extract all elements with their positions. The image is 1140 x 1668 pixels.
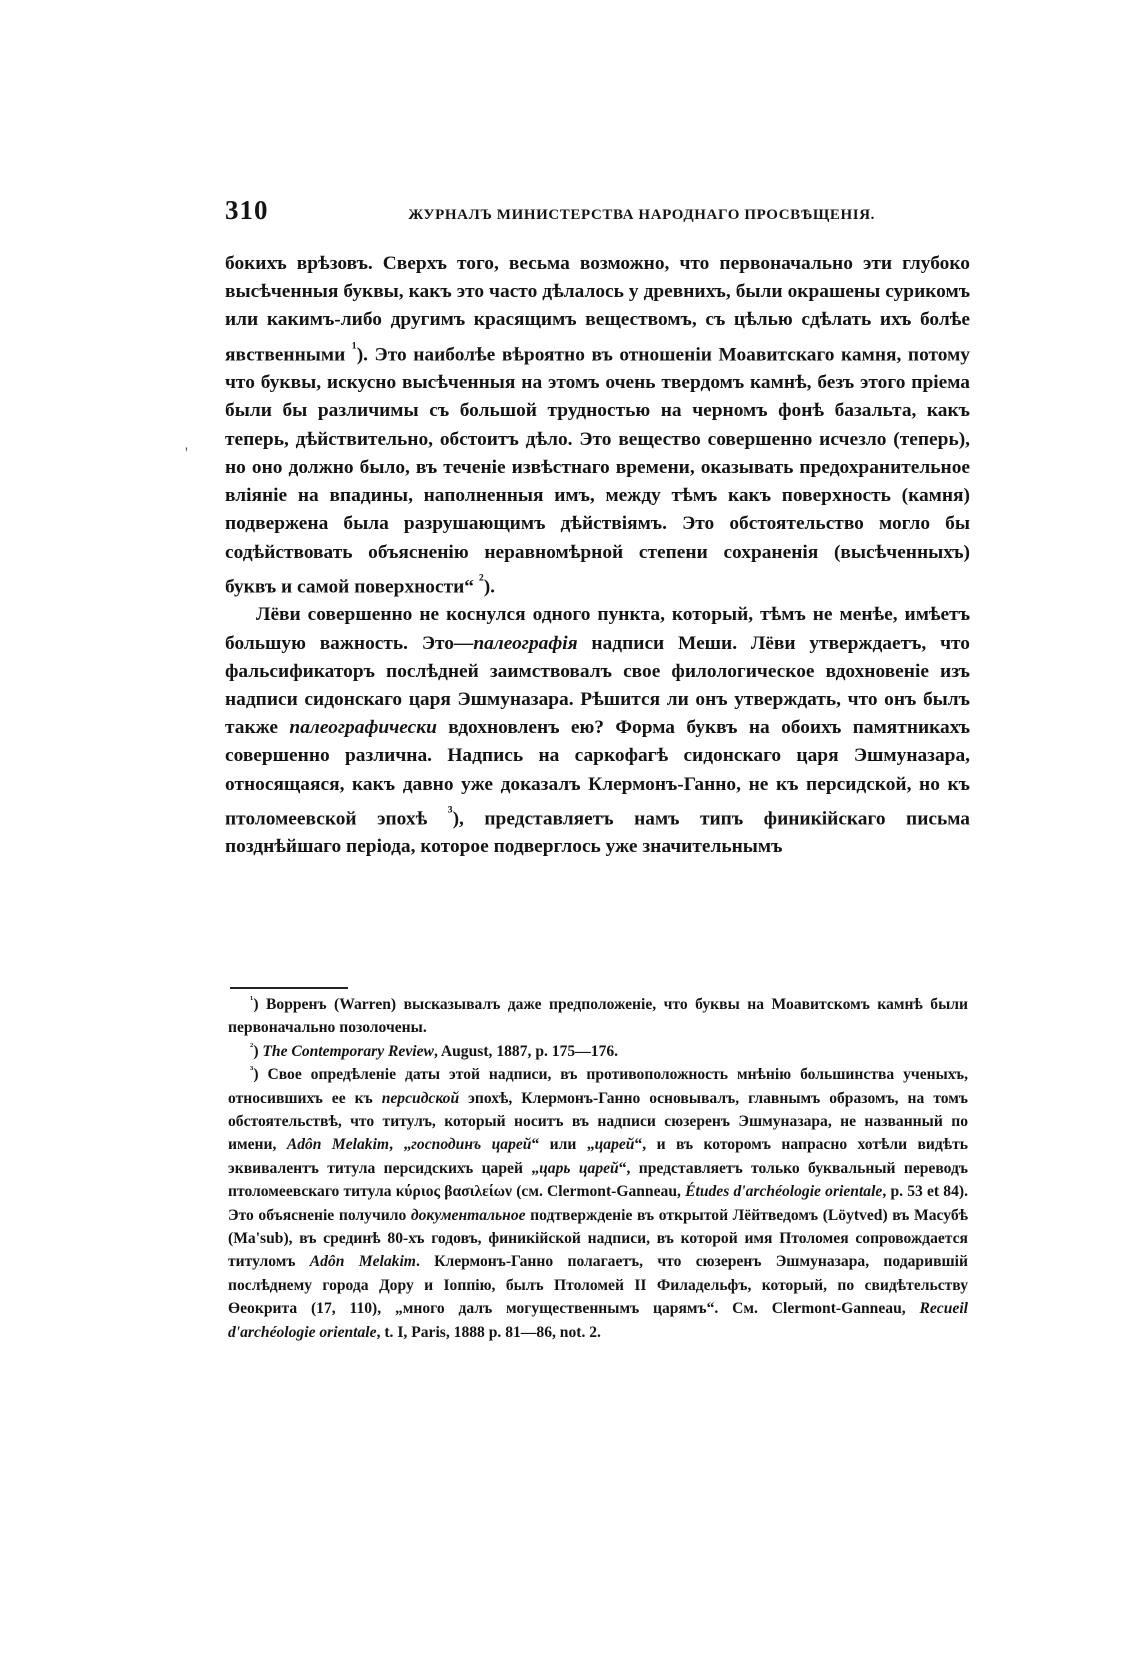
footnote-ref-3: ³ (447, 803, 453, 821)
footnote-ref-1: ¹ (351, 339, 357, 357)
footnote-2-mark: ² (250, 1040, 254, 1053)
footnote-3-part-6: “, представляетъ только буквальный переводъ птоломеевскаго титула κύριος βασιλείων (см. Clermont-Ganneau, (228, 1159, 968, 1201)
paragraph-2-part-1: Лёви совершенно не коснулся одного пункта, который, тѣмъ не менѣе, имѣетъ большую важность. Это— (225, 604, 970, 654)
footnote-1-mark: ¹ (250, 993, 254, 1006)
footnote-3-italic-3: господинъ царей (411, 1136, 532, 1154)
paragraph-2 (225, 601, 970, 861)
paragraph-1-part-2: ). Это наиболѣе вѣроятно въ отношеніи Моавитскаго камня, потому что буквы, искусно высѣченныя на этомъ очень твердомъ камнѣ, безъ этого пріема были бы различимы съ большой трудностью на черномъ фонѣ базальта, какъ теперь, дѣйствительно, обстоитъ дѣло. Это вещество совершенно исчезло (теперь), но оно должно было, въ теченіе извѣстнаго времени, оказывать предохранительное вліяніе на впадины, наполненныя имъ, между тѣмъ какъ поверхность (камня) подвержена была разрушающимъ дѣйствіямъ. Это обстоятельство могло бы содѣйствовать объясненію неравномѣрной степени сохраненія (высѣченныхъ) буквъ и самой поверхности“ (225, 344, 971, 598)
paragraph-2-part-2: надписи Меши. Лёви утверждаетъ, что фальсификаторъ послѣдней заимствовалъ свое филологическое вдохновеніе изъ надписи сидонскаго царя Эшмуназара. Рѣшится ли онъ утверждать, что онъ былъ также (225, 632, 970, 739)
footnote-3-part-8: подтвержденіе въ открытой Лёйтведомъ (Löytved) въ Масубѣ (Ma'sub), въ срединѣ 80-хъ годовъ, финикійской надписи, въ которой имя Птоломея сопровождается титуломъ (228, 1206, 968, 1271)
term-paleography: палеографія (473, 632, 578, 654)
footnote-3-italic-1: персидской (381, 1089, 460, 1107)
footnote-3-italic-7: документальное (410, 1206, 526, 1224)
footnote-3-italic-6: Études d'archéologie orientale (685, 1183, 883, 1201)
footnote-3-part-10: , t. I, Paris, 1888 p. 81—86, not. 2. (376, 1323, 601, 1341)
footnote-3-part-9: . Клермонъ-Ганно полагаетъ, что сюзеренъ Эшмуназара, подарившій послѣднему города Дору и Іоппію, былъ Птоломей II Филадельфъ, который, по свидѣтельству Өеокрита (17, 110), „много далъ могущественнымъ царямъ“. См. Clermont-Ganneau, (228, 1253, 968, 1318)
footnote-3-italic-5: царь царей (539, 1159, 619, 1177)
paragraph-2-part-3: вдохновленъ ею? Форма буквъ на обоихъ памятникахъ совершенно различна. Надпись на саркофагѣ сидонскаго царя Эшмуназара, относящаяся, какъ давно уже доказалъ Клермонъ-Ганно, не къ персидской, но къ птоломеевской эпохѣ (225, 717, 971, 830)
footnote-3-italic-8: Adôn Melakim (309, 1253, 416, 1271)
footnote-3-part-7: , p. 53 et 84). Это объясненіе получило (228, 1183, 968, 1224)
paragraph-2-part-4: ), представляетъ намъ типъ финикійскаго письма позднѣйшаго періода, которое подверглось уже значительнымъ (225, 808, 970, 858)
footnote-2-title: The Contemporary Review (262, 1042, 434, 1060)
margin-tick: ' (185, 445, 188, 462)
footnote-3-part-4: “ или „ (531, 1136, 595, 1154)
footnote-2-text: , August, 1887, p. 175—176. (433, 1042, 619, 1060)
footnote-3-part-3: , „ (389, 1136, 412, 1154)
paragraph-1 (225, 250, 970, 601)
term-paleographically: палеографически (289, 717, 437, 739)
footnote-1 (228, 993, 968, 1040)
footnote-ref-2: ² (478, 571, 484, 589)
footnote-3-part-1: ) Свое опредѣленіе даты этой надписи, въ противоположность мнѣнію большинства ученыхъ, относившихъ ее къ (228, 1066, 968, 1107)
footnote-3-italic-2: Adôn Melakim (286, 1136, 390, 1154)
footnote-2: $^{^2}$) The Contemporary Review, August, 1887, p. 175—176. (250, 1040, 619, 1060)
paragraph-1-part-3: ). (483, 576, 496, 598)
footnote-3-italic-9: Recueil d'archéologie orientale (228, 1300, 968, 1341)
running-title: ЖУРНАЛЪ МИНИСТЕРСТВА НАРОДНАГО ПРОСВѢЩЕНІЯ. (408, 207, 875, 223)
paragraph-1-part-1: бокихъ врѣзовъ. Сверхъ того, весьма возможно, что первоначально эти глубоко высѣченныя буквы, какъ это часто дѣлалось у древнихъ, были окрашены сурикомъ или какимъ-либо другимъ красящимъ веществомъ, съ цѣлью сдѣлать ихъ болѣе явственными (225, 253, 970, 366)
page-number: 310 (225, 195, 269, 225)
footnote-3-part-5: “, и въ которомъ напрасно хотѣли видѣть эквивалентъ титула персидскихъ царей „ (228, 1136, 969, 1177)
main-text (225, 250, 970, 862)
footnote-3-part-2: эпохѣ, Клермонъ-Ганно основывалъ, главнымъ образомъ, на томъ обстоятельствѣ, что титулъ, который носитъ въ надписи сюзеренъ Эшмуназара, не названный по имени, (228, 1089, 968, 1154)
footnote-3-mark: ³ (250, 1064, 254, 1077)
page-header (225, 195, 875, 226)
footnote-divider (230, 987, 348, 989)
footnote-3-italic-4: царей (594, 1136, 635, 1154)
footnotes (228, 993, 968, 1344)
footnote-3 (228, 1063, 968, 1344)
footnote-1-text: ) Ворренъ (Warren) высказывалъ даже предположеніе, что буквы на Моавитскомъ камнѣ были первоначально позолочены. (228, 996, 968, 1037)
